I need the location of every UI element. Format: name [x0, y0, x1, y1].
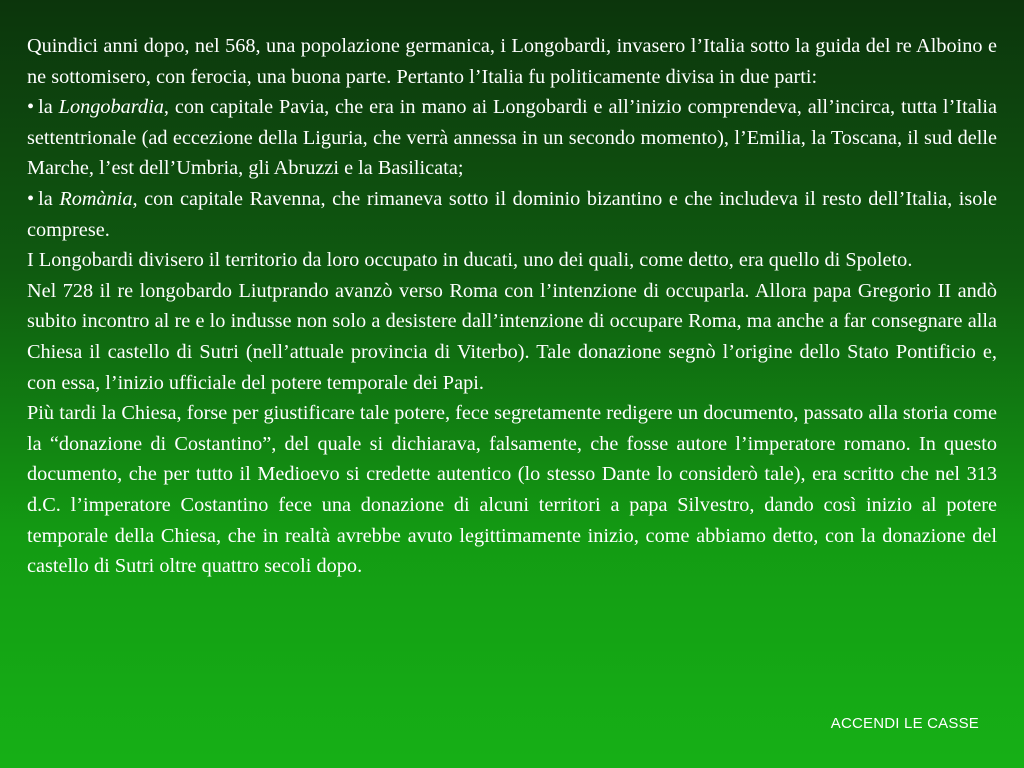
slide-text-body [27, 31, 997, 582]
bullet-prefix: la [38, 96, 53, 119]
bullet-icon: • [27, 96, 35, 119]
intro-paragraph: Quindici anni dopo, nel 568, una popolazione germanica, i Longobardi, invasero l’Italia sotto la guida del re Alboino e ne sottomisero, con ferocia, una buona parte. Pertanto l’Italia fu politicamente divisa in due parti: [27, 35, 997, 88]
term-romania: Romània [59, 187, 133, 210]
liutprando-paragraph: Nel 728 il re longobardo Liutprando avanzò verso Roma con l’intenzione di occuparla. Allora papa Gregorio II andò subito incontro al re e lo indusse non solo a desistere dall’intenzione di occupare Roma, ma anche a far consegnare alla Chiesa il castello di Sutri (nell’attuale provincia di Viterbo). Tale donazione segnò l’origine dello Stato Pontificio e, con essa, l’inizio ufficiale del potere temporale dei Papi. [27, 279, 997, 394]
term-longobardia: Longobardia [58, 96, 164, 119]
bullet-text: , con capitale Ravenna, che rimaneva sotto il dominio bizantino e che includeva il resto dell’Italia, isole comprese. [27, 187, 997, 241]
costantino-paragraph: Più tardi la Chiesa, forse per giustificare tale potere, fece segretamente redigere un documento, passato alla storia come la “donazione di Costantino”, del quale si dichiarava, falsamente, che fosse autore l’imperatore romano. In questo documento, che per tutto il Medioevo si credette autentico (lo stesso Dante lo considerò tale), era scritto che nel 313 d.C. l’imperatore Costantino fece una donazione di alcuni territori a papa Silvestro, dando così inizio al potere temporale della Chiesa, che in realtà avrebbe avuto legittimamente inizio, come abbiamo detto, con la donazione del castello di Sutri oltre quattro secoli dopo. [27, 402, 997, 578]
bullet-icon: • [27, 187, 35, 210]
ducati-paragraph: I Longobardi divisero il territorio da loro occupato in ducati, uno dei quali, come detto, era quello di Spoleto. [27, 249, 913, 272]
bullet-item-longobardia [27, 92, 997, 184]
bullet-prefix: la [38, 187, 53, 210]
accendi-le-casse-link[interactable]: ACCENDI LE CASSE [830, 715, 979, 732]
bullet-text: , con capitale Pavia, che era in mano ai Longobardi e all’inizio comprendeva, all’incirca, tutta l’Italia settentrionale (ad eccezione della Liguria, che verrà annessa in un secondo momento), l’Emilia, la Toscana, il sud delle Marche, l’est dell’Umbria, gli Abruzzi e la Basilicata; [27, 96, 997, 180]
bullet-item-romania [27, 184, 997, 245]
